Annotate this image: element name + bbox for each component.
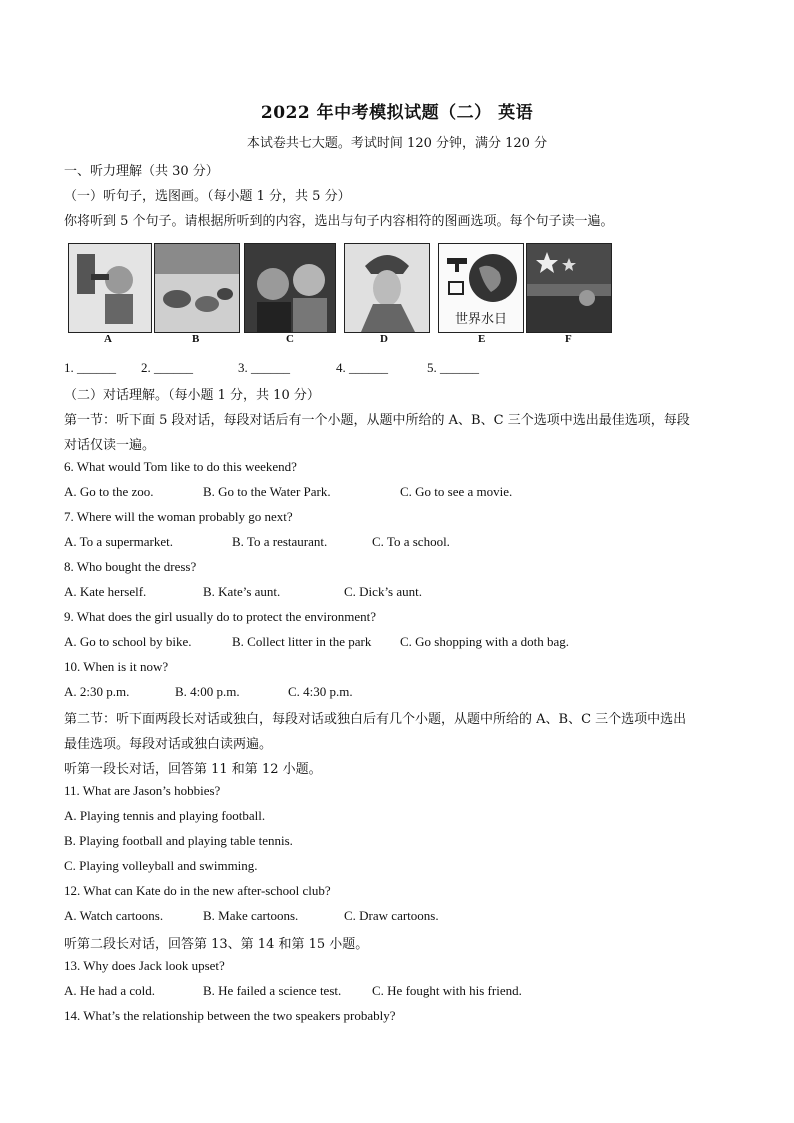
question-8-options: [0, 584, 794, 602]
picture-f: [526, 243, 612, 333]
question-6: 6. What would Tom like to do this weekend?: [64, 459, 297, 474]
picture-b: [154, 243, 240, 333]
question-7-options: [0, 534, 794, 552]
question-13: 13. Why does Jack look upset?: [64, 958, 225, 973]
q6-option-c[interactable]: C. Go to see a movie.: [400, 484, 513, 499]
q7-option-b[interactable]: B. To a restaurant.: [232, 534, 328, 549]
question-9: 9. What does the girl usually do to protect the environment?: [64, 609, 377, 624]
q10-option-a[interactable]: A. 2:30 p.m.: [64, 684, 130, 699]
part1-heading: （一）听句子，选图画。（每小题 1 分，共 5 分）: [64, 189, 351, 204]
q9-option-a[interactable]: A. Go to school by bike.: [64, 634, 192, 649]
question-7: 7. Where will the woman probably go next?: [64, 509, 293, 524]
picture-d: [344, 243, 430, 333]
part3-instructions-line1: 第二节：听下面两段长对话或独白，每段对话或独白后有几个小题，从题中所给的 A、B、C 三个选项中选出: [64, 712, 687, 727]
farm-animals-icon: [155, 244, 239, 332]
question-14: 14. What’s the relationship between the two speakers probably?: [64, 1008, 396, 1023]
q12-option-b[interactable]: B. Make cartoons.: [203, 908, 299, 923]
section-heading: 一、听力理解（共 30 分）: [64, 164, 219, 179]
picture-label-a: A: [104, 333, 112, 345]
q11-option-c[interactable]: C. Playing volleyball and swimming.: [64, 858, 258, 873]
question-8: 8. Who bought the dress?: [64, 559, 197, 574]
q8-option-a[interactable]: A. Kate herself.: [64, 584, 147, 599]
q6-option-a[interactable]: A. Go to the zoo.: [64, 484, 154, 499]
page-title: 2022 年中考模拟试题（二） 英语: [260, 103, 534, 123]
q7-option-a[interactable]: A. To a supermarket.: [64, 534, 173, 549]
picture-label-c: C: [286, 333, 294, 345]
picture-options: [68, 243, 613, 343]
q13-option-c[interactable]: C. He fought with his friend.: [372, 983, 522, 998]
q9-option-b[interactable]: B. Collect litter in the park: [232, 634, 372, 649]
q6-option-b[interactable]: B. Go to the Water Park.: [203, 484, 331, 499]
question-10-options: [0, 684, 794, 702]
q12-option-a[interactable]: A. Watch cartoons.: [64, 908, 164, 923]
q8-option-b[interactable]: B. Kate’s aunt.: [203, 584, 281, 599]
q10-option-c[interactable]: C. 4:30 p.m.: [288, 684, 353, 699]
blank-5[interactable]: 5. ______: [427, 360, 479, 375]
part3-instructions-line2: 最佳选项。每段对话或独白读两遍。: [64, 737, 273, 752]
picture-label-e: E: [478, 333, 486, 345]
q10-option-b[interactable]: B. 4:00 p.m.: [175, 684, 240, 699]
part2-instructions-line1: 第一节：听下面 5 段对话，每段对话后有一个小题，从题中所给的 A、B、C 三个选项中选出最佳选项，每段: [64, 413, 690, 428]
answer-blanks: [0, 360, 794, 378]
part2-heading: （二）对话理解。（每小题 1 分，共 10 分）: [64, 388, 320, 403]
q7-option-c[interactable]: C. To a school.: [372, 534, 450, 549]
question-10: 10. When is it now?: [64, 659, 169, 674]
picture-a: [68, 243, 152, 333]
picture-e-caption: 世界水日: [454, 312, 507, 327]
question-6-options: [0, 484, 794, 502]
picture-label-d: D: [380, 333, 388, 345]
dialog1-heading: 听第一段长对话，回答第 11 和第 12 小题。: [64, 762, 322, 777]
picture-e: [438, 243, 524, 333]
flag-crowd-icon: [527, 244, 611, 332]
exam-subtitle: 本试卷共七大题。考试时间 120 分钟，满分 120 分: [246, 136, 548, 151]
blank-3[interactable]: 3. ______: [238, 360, 290, 375]
question-13-options: [0, 983, 794, 1001]
people-portrait-icon: [245, 244, 335, 332]
q8-option-c[interactable]: C. Dick’s aunt.: [344, 584, 422, 599]
q13-option-b[interactable]: B. He failed a science test.: [203, 983, 342, 998]
question-12-options: [0, 908, 794, 926]
question-12: 12. What can Kate do in the new after-school club?: [64, 883, 331, 898]
q13-option-a[interactable]: A. He had a cold.: [64, 983, 155, 998]
picture-label-b: B: [192, 333, 200, 345]
blank-1[interactable]: 1. ______: [64, 360, 116, 375]
cartoon-figure-icon: [69, 244, 151, 332]
part1-instructions: 你将听到 5 个句子。请根据所听到的内容，选出与句子内容相符的图画选项。每个句子读一遍。: [64, 214, 614, 229]
question-9-options: [0, 634, 794, 652]
q12-option-c[interactable]: C. Draw cartoons.: [344, 908, 439, 923]
picture-c: [244, 243, 336, 333]
q11-option-a[interactable]: A. Playing tennis and playing football.: [64, 808, 266, 823]
picture-label-f: F: [565, 333, 572, 345]
blank-2[interactable]: 2. ______: [141, 360, 193, 375]
dialog2-heading: 听第二段长对话，回答第 13、第 14 和第 15 小题。: [64, 937, 369, 952]
q11-option-b[interactable]: B. Playing football and playing table tennis.: [64, 833, 293, 848]
part2-instructions-line2: 对话仅读一遍。: [64, 438, 156, 453]
question-11: 11. What are Jason’s hobbies?: [64, 783, 221, 798]
q9-option-c[interactable]: C. Go shopping with a doth bag.: [400, 634, 569, 649]
blank-4[interactable]: 4. ______: [336, 360, 388, 375]
peking-opera-icon: [345, 244, 429, 332]
